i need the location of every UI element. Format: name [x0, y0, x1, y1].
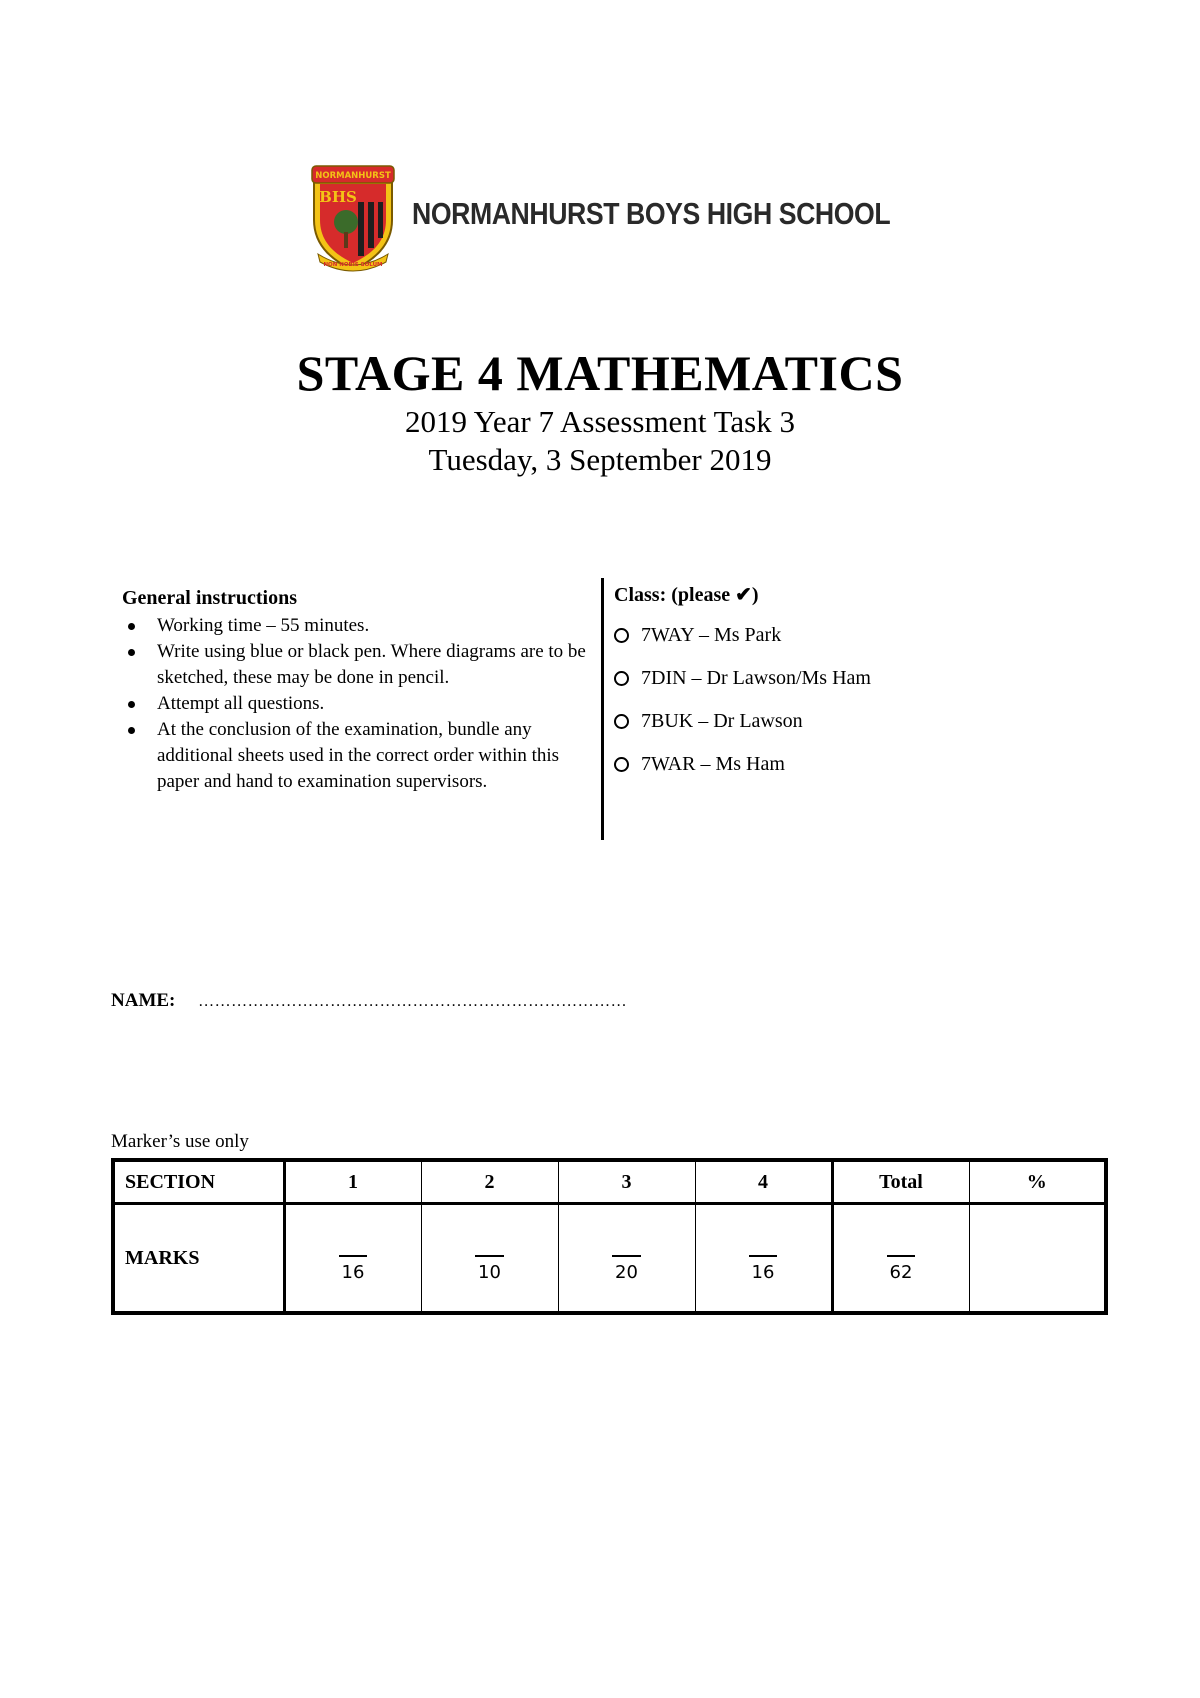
- svg-text:BHS: BHS: [319, 188, 357, 206]
- class-option-label: 7WAY – Ms Park: [641, 624, 782, 646]
- instructions-heading: General instructions: [122, 587, 297, 609]
- marks-cell[interactable]: [558, 1204, 695, 1314]
- radio-circle-icon[interactable]: [614, 757, 629, 772]
- marks-denominator: 16: [749, 1255, 778, 1283]
- name-row: [111, 990, 627, 1012]
- class-heading: Class: (please ✔): [614, 584, 759, 606]
- instructions-list: [122, 613, 592, 795]
- class-option-7way[interactable]: [614, 614, 974, 657]
- svg-text:NORMANHURST: NORMANHURST: [315, 171, 391, 181]
- table-header-cell: 1: [284, 1160, 421, 1204]
- exam-date: Tuesday, 3 September 2019: [428, 442, 772, 477]
- page-title: STAGE 4 MATHEMATICS: [296, 345, 904, 401]
- marks-row-label: MARKS: [113, 1204, 284, 1314]
- assessment-subtitle: 2019 Year 7 Assessment Task 3: [405, 404, 795, 439]
- class-option-7buk[interactable]: [614, 700, 974, 743]
- marks-cell[interactable]: [832, 1204, 969, 1314]
- table-header-cell: 4: [695, 1160, 832, 1204]
- class-option-label: 7BUK – Dr Lawson: [641, 710, 803, 732]
- instruction-item: Write using blue or black pen. Where diagrams are to be sketched, these may be done in pencil.: [157, 639, 592, 691]
- marks-cell[interactable]: [421, 1204, 558, 1314]
- radio-circle-icon[interactable]: [614, 671, 629, 686]
- marks-cell[interactable]: [284, 1204, 421, 1314]
- radio-circle-icon[interactable]: [614, 714, 629, 729]
- table-header-cell: Total: [832, 1160, 969, 1204]
- class-option-label: 7DIN – Dr Lawson/Ms Ham: [641, 667, 871, 689]
- marks-denominator: 16: [339, 1255, 368, 1283]
- name-label: NAME:: [111, 990, 176, 1011]
- instruction-item: At the conclusion of the examination, bundle any additional sheets used in the correct order within this paper and hand to examination supervisors.: [157, 717, 592, 795]
- percent-cell[interactable]: [969, 1204, 1106, 1314]
- marks-cell[interactable]: [695, 1204, 832, 1314]
- marks-denominator: 20: [612, 1255, 641, 1283]
- class-option-7din[interactable]: [614, 657, 974, 700]
- marks-denominator: 62: [887, 1255, 916, 1283]
- class-selection: [614, 580, 974, 786]
- general-instructions: [122, 585, 592, 795]
- table-header-row: [113, 1160, 1106, 1204]
- table-header-cell: %: [969, 1160, 1106, 1204]
- school-name: NORMANHURST BOYS HIGH SCHOOL: [412, 196, 891, 231]
- vertical-divider: [601, 578, 604, 840]
- instruction-item: Working time – 55 minutes.: [157, 613, 592, 639]
- svg-text:NON NOBIS SOLUM: NON NOBIS SOLUM: [323, 262, 383, 268]
- radio-circle-icon[interactable]: [614, 628, 629, 643]
- school-crest-logo: [308, 162, 398, 274]
- marker-use-note: Marker’s use only: [111, 1131, 249, 1152]
- table-header-cell: SECTION: [113, 1160, 284, 1204]
- table-header-cell: 2: [421, 1160, 558, 1204]
- table-row: [113, 1204, 1106, 1314]
- name-field[interactable]: ……………………………………………………………………: [198, 993, 628, 1010]
- table-header-cell: 3: [558, 1160, 695, 1204]
- marks-table: [111, 1158, 1108, 1315]
- class-option-7war[interactable]: [614, 743, 974, 786]
- class-option-label: 7WAR – Ms Ham: [641, 753, 785, 775]
- marks-denominator: 10: [475, 1255, 504, 1283]
- instruction-item: Attempt all questions.: [157, 691, 592, 717]
